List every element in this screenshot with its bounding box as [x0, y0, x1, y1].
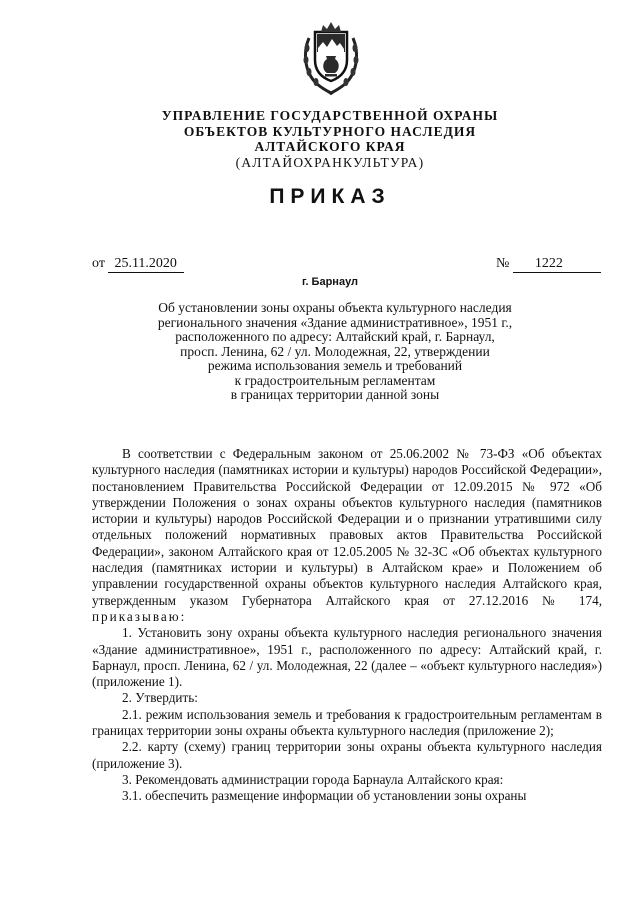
order-date	[92, 256, 184, 273]
subject-line: к градостроительным регламентам	[234, 372, 436, 388]
preamble-paragraph	[92, 446, 602, 625]
coat-of-arms-emblem	[299, 18, 363, 96]
date-value: 25.11.2020	[108, 256, 184, 273]
agency-abbreviation: (АЛТАЙОХРАНКУЛЬТУРА)	[235, 154, 425, 170]
subject-line: режима использования земель и требований	[207, 358, 463, 373]
number-value: 1222	[513, 256, 601, 273]
agency-line-3: АЛТАЙСКОГО КРАЯ	[254, 139, 406, 154]
order-item: 2.1. режим использования земель и требования к градостроительным регламентам в границах территории зоны охраны объекта культурного наследия (приложение 2);	[92, 706, 602, 739]
order-item: 2. Утвердить:	[122, 690, 198, 706]
subject-line: регионального значения «Здание административное», 1951 г.,	[157, 314, 513, 330]
agency-line-2: ОБЪЕКТОВ КУЛЬТУРНОГО НАСЛЕДИЯ	[183, 123, 477, 139]
order-item: 1. Установить зону охраны объекта культурного наследия регионального значения «Здание административное», 1951 г., расположенного по адресу: Алтайский край, г. Барнаул, просп. Ленина, 62 / ул. Молодежная, 22 (далее – «объект культурного наследия») (приложение 1).	[92, 625, 602, 690]
document-type-title: ПРИКАЗ	[269, 185, 391, 208]
order-item: 2.2. карту (схему) границ территории зоны охраны объекта культурного наследия (приложение 3).	[92, 739, 602, 771]
city-name: г. Барнаул	[301, 276, 359, 288]
order-item: 3. Рекомендовать администрации города Барнаула Алтайского края:	[122, 771, 504, 787]
subject-line: Об установлении зоны охраны объекта культурного наследия	[158, 300, 512, 315]
agency-line-1: УПРАВЛЕНИЕ ГОСУДАРСТВЕННОЙ ОХРАНЫ	[161, 108, 499, 123]
number-prefix: №	[496, 256, 510, 271]
agency-name	[120, 108, 540, 170]
order-number	[496, 256, 601, 273]
subject-line: расположенного по адресу: Алтайский край, г. Барнаул,	[175, 329, 495, 344]
date-prefix: от	[92, 256, 105, 271]
order-word: приказываю:	[92, 608, 187, 624]
preamble-text: В соответствии с Федеральным законом от 25.06.2002 № 73-ФЗ «Об объектах культурного наследия (памятниках истории и культуры) народов Российской Федерации», постановлением Правительства Российской Федерации от 12.09.2015 № 972 «Об утверждении Положения о зонах охраны объектов культурного наследия (памятников истории и культуры) народов Российской Федерации и о признании утратившими силу отдельных положений нормативных правовых актов Правительства Российской Федерации», законом Алтайского края от 12.05.2005 № 32-ЗС «Об объектах культурного наследия (памятниках истории и культуры) в Алтайском крае» и Положением об управлении государственной охраны объектов культурного наследия Алтайского края, утвержденным указом Губернатора Алтайского края от 27.12.2016 № 174,	[92, 446, 602, 608]
subject-line: просп. Ленина, 62 / ул. Молодежная, 22, утверждении	[180, 343, 490, 359]
subject-line: в границах территории данной зоны	[230, 387, 440, 402]
order-body	[92, 446, 602, 805]
order-item: 3.1. обеспечить размещение информации об установлении зоны охраны	[122, 788, 527, 804]
order-subject	[100, 301, 570, 403]
